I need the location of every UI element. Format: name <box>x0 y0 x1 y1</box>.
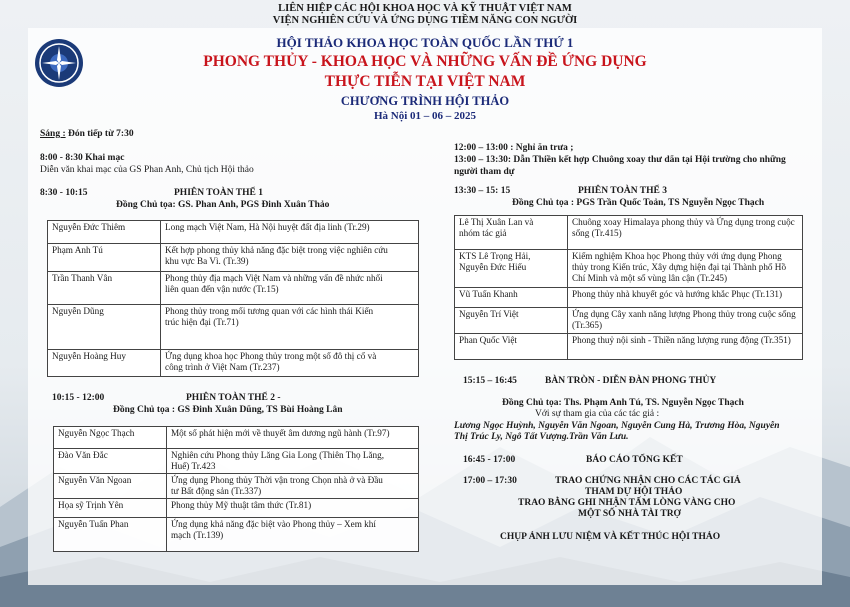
session1-time: 8:30 - 10:15 <box>40 188 88 198</box>
speaker-name: Họa sỹ Trịnh Yên <box>54 499 167 518</box>
meditation-line1: 13:00 – 13:30: Dẫn Thiền kết hợp Chuông xoay thư dãn tại Hội trường cho những <box>454 155 786 165</box>
morning-text: Đón tiếp từ 7:30 <box>65 129 134 139</box>
closing-line: CHỤP ẢNH LƯU NIỆM VÀ KẾT THÚC HỘI THẢO <box>500 532 721 542</box>
table-row <box>48 221 419 244</box>
roundtable-with: Với sự tham gia của các tác giả : <box>535 409 660 419</box>
report-title: BÁO CÁO TỔNG KẾT <box>586 455 683 465</box>
roundtable-time: 15:15 – 16:45 <box>463 376 517 386</box>
table-row <box>54 499 419 518</box>
talk-title: Ứng dụng khoa học Phong thủy trong một số đô thị cổ và công trình ở Việt Nam (Tr.237) <box>161 350 419 377</box>
speaker-name: Nguyễn Văn Ngoan <box>54 474 167 499</box>
table-row <box>48 305 419 350</box>
session1-chairs: Đồng Chủ tọa: GS. Phan Anh, PGS Đinh Xuân Thảo <box>116 200 330 210</box>
talk-title: Phong thủy địa mạch Việt Nam và những vấn đề nhức nhối liên quan đến vận nước (Tr.15) <box>161 272 419 305</box>
talk-title: Phong thủy trong mối tương quan với các hình thái Kiến trúc hiện đại (Tr.71) <box>161 305 419 350</box>
table-row <box>455 216 803 250</box>
table-row <box>455 250 803 288</box>
session2-table <box>53 426 419 552</box>
talk-title: Kết hợp phong thủy khả năng đặc biệt trong việc nghiên cứu khu vực Ba Vì. (Tr.39) <box>161 244 419 272</box>
speaker-name: Nguyễn Hoàng Huy <box>48 350 161 377</box>
table-row <box>54 474 419 499</box>
header-institute: VIỆN NGHIÊN CỨU VÀ ỨNG DỤNG TIỀM NĂNG CON NGƯỜI <box>272 15 578 26</box>
speaker-name: Phạm Anh Tú <box>48 244 161 272</box>
talk-title: Ứng dụng khả năng đặc biệt vào Phong thủy – Xem khí mạch (Tr.139) <box>167 518 419 552</box>
session3-chairs: Đồng Chủ tọa : PGS Trần Quốc Toản, TS Nguyễn Ngọc Thạch <box>512 198 765 208</box>
talk-title: Ứng dụng Phong thủy Thời vận trong Chọn nhà ở và Đầu tư Bất động sản (Tr.337) <box>167 474 419 499</box>
talk-title: Ứng dụng Cây xanh năng lượng Phong thủy trong cuộc sống (Tr.365) <box>568 308 803 334</box>
table-row <box>455 288 803 308</box>
speaker-name: Vũ Tuấn Khanh <box>455 288 568 308</box>
table-row <box>48 350 419 377</box>
talk-title: Chuông xoay Himalaya phong thủy và Ứng dụng trong cuộc sống (Tr.415) <box>568 216 803 250</box>
award-line2: THAM DỰ HỘI THẢO <box>585 487 683 497</box>
table-row <box>455 308 803 334</box>
speaker-name: Phan Quốc Việt <box>455 334 568 360</box>
talk-title: Long mạch Việt Nam, Hà Nội huyệt đất địa linh (Tr.29) <box>161 221 419 244</box>
table-row <box>48 244 419 272</box>
speaker-name: Nguyễn Tuấn Phan <box>54 518 167 552</box>
roundtable-chairs: Đồng Chủ tọa: Ths. Phạm Anh Tú, TS. Nguyễn Ngọc Thạch <box>502 398 744 408</box>
speaker-name: Nguyễn Ngọc Thạch <box>54 427 167 449</box>
lunch-break: 12:00 – 13:00 : Nghỉ ăn trưa ; <box>454 143 574 153</box>
speaker-name: Trần Thanh Vân <box>48 272 161 305</box>
table-row <box>54 427 419 449</box>
event-title-line2: THỰC TIỄN TẠI VIỆT NAM <box>324 73 526 90</box>
session2-chairs: Đồng Chủ tọa : GS Đinh Xuân Dũng, TS Bùi Hoàng Lân <box>113 405 343 415</box>
speaker-name: Nguyễn Đức Thiêm <box>48 221 161 244</box>
place-date: Hà Nội 01 – 06 – 2025 <box>373 110 477 122</box>
talk-title: Kiểm nghiệm Khoa học Phong thủy với ứng dụng Phong thủy trong Kiến trúc, Xây dựng hiện đại tại Thành phố Hồ Chí Minh và một số vùng lân cận (Tr.245) <box>568 250 803 288</box>
award-line3: TRAO BẰNG GHI NHẬN TẤM LÒNG VÀNG CHO <box>518 498 736 508</box>
program-heading: CHƯƠNG TRÌNH HỘI THẢO <box>340 94 510 108</box>
table-row <box>54 449 419 474</box>
roundtable-names-1: Lương Ngọc Huỳnh, Nguyễn Văn Ngoan, Nguyễn Cung Hà, Trương Hòa, Nguyễn <box>454 421 780 431</box>
session2-time: 10:15 - 12:00 <box>52 393 105 403</box>
session3-table <box>454 215 803 360</box>
opening-desc: Diễn văn khai mạc của GS Phan Anh, Chủ tịch Hội thảo <box>40 165 254 175</box>
award-time: 17:00 – 17:30 <box>463 476 517 486</box>
event-name: HỘI THẢO KHOA HỌC TOÀN QUỐC LẦN THỨ 1 <box>276 35 574 50</box>
report-time: 16:45 - 17:00 <box>463 455 516 465</box>
event-title-line1: PHONG THỦY - KHOA HỌC VÀ NHỮNG VẤN ĐỀ ỨNG DỤNG <box>203 53 647 70</box>
speaker-name: Lê Thị Xuân Lan và nhóm tác giả <box>455 216 568 250</box>
speaker-name: Nguyễn Dũng <box>48 305 161 350</box>
talk-title: Phong thủy nhà khuyết góc và hướng khắc Phục (Tr.131) <box>568 288 803 308</box>
talk-title: Một số phát hiện mới về thuyết âm dương ngũ hành (Tr.97) <box>167 427 419 449</box>
speaker-name: Nguyễn Trí Việt <box>455 308 568 334</box>
award-line1: TRAO CHỨNG NHẬN CHO CÁC TÁC GIẢ <box>555 476 741 486</box>
talk-title: Phong thủy Mỹ thuật tâm thức (Tr.81) <box>167 499 419 518</box>
table-row <box>455 334 803 360</box>
session2-title: PHIÊN TOÀN THỂ 2 - <box>186 393 281 403</box>
talk-title: Phong thuỷ nội sinh - Thiền năng lượng rung động (Tr.351) <box>568 334 803 360</box>
session3-title: PHIÊN TOÀN THỂ 3 <box>578 186 667 196</box>
table-row <box>54 518 419 552</box>
opening-time: 8:00 - 8:30 Khai mạc <box>40 153 125 163</box>
session3-time: 13:30 – 15: 15 <box>454 186 511 196</box>
session1-table <box>47 220 419 377</box>
award-line4: MỘT SỐ NHÀ TÀI TRỢ <box>578 509 681 519</box>
roundtable-title: BÀN TRÒN - DIỄN ĐÀN PHONG THỦY <box>545 376 717 386</box>
talk-title: Nghiên cứu Phong thủy Lăng Gia Long (Thiên Thọ Lăng, Huế) Tr.423 <box>167 449 419 474</box>
table-row <box>48 272 419 305</box>
morning-line <box>40 129 134 139</box>
header-union: LIÊN HIỆP CÁC HỘI KHOA HỌC VÀ KỸ THUẬT VIỆT NAM <box>278 3 572 14</box>
morning-label: Sáng : <box>40 129 66 139</box>
session1-title: PHIÊN TOÀN THỂ 1 <box>174 188 263 198</box>
meditation-line2: người tham dự <box>454 167 515 177</box>
speaker-name: KTS Lê Trọng Hải, Nguyễn Đức Hiếu <box>455 250 568 288</box>
speaker-name: Đào Văn Đắc <box>54 449 167 474</box>
roundtable-names-2: Thị Trúc Ly, Ngô Tất Vượng.Trần Văn Lưu. <box>454 432 629 442</box>
